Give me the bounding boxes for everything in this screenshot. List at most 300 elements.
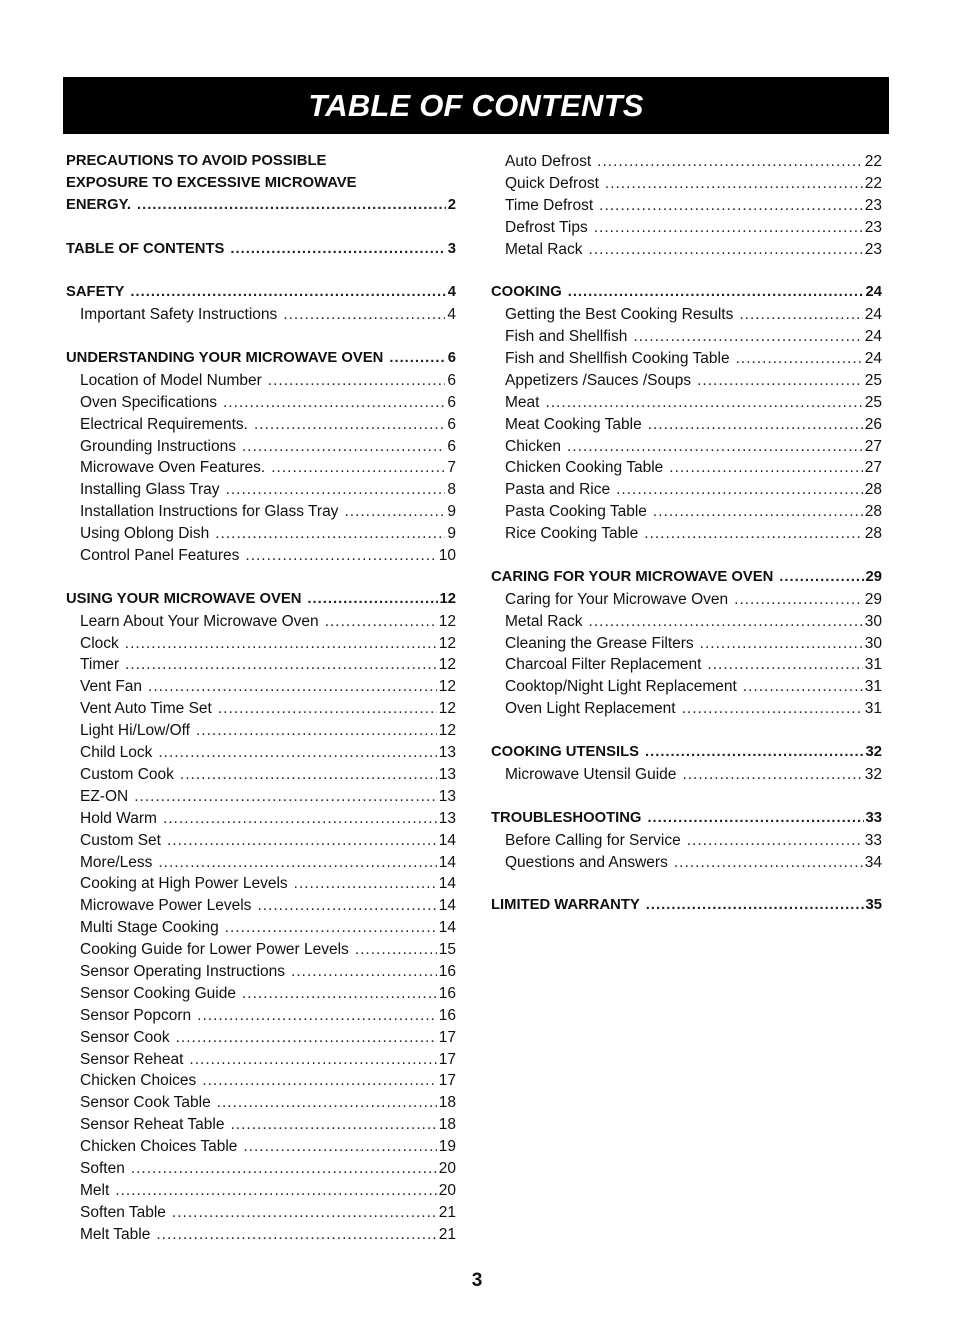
toc-subentry[interactable] xyxy=(66,479,456,501)
dot-leader xyxy=(230,239,445,261)
toc-subentry[interactable] xyxy=(66,917,456,939)
entry-page: 33 xyxy=(864,831,882,849)
toc-subentry[interactable] xyxy=(66,654,456,676)
dot-leader xyxy=(344,501,445,523)
entry-page: 22 xyxy=(864,174,882,192)
toc-subentry[interactable] xyxy=(66,1114,456,1136)
entry-label: Chicken Choices xyxy=(80,1072,197,1090)
entry-page: 6 xyxy=(447,437,456,455)
defrost-subentries xyxy=(491,151,882,260)
dot-leader xyxy=(291,961,437,983)
toc-subentry[interactable] xyxy=(491,611,882,633)
entry-label: LIMITED WARRANTY xyxy=(491,897,640,914)
dot-leader xyxy=(707,654,862,676)
toc-entry-caring[interactable] xyxy=(491,567,882,589)
entry-label: Grounding Instructions xyxy=(80,437,236,455)
dot-leader xyxy=(172,1202,437,1224)
entry-page: 12 xyxy=(438,634,456,652)
entry-page: 32 xyxy=(865,744,882,761)
toc-subentry[interactable] xyxy=(66,786,456,808)
dot-leader xyxy=(743,676,863,698)
entry-page: 13 xyxy=(438,787,456,805)
dot-leader xyxy=(257,895,436,917)
toc-entry-safety[interactable] xyxy=(66,282,456,304)
dot-leader xyxy=(687,830,863,852)
entry-label: Microwave Utensil Guide xyxy=(505,765,677,783)
entry-label: Before Calling for Service xyxy=(505,831,681,849)
toc-subentry[interactable] xyxy=(491,457,882,479)
page-title: TABLE OF CONTENTS xyxy=(308,88,644,123)
entry-label: Sensor Reheat Table xyxy=(80,1116,225,1134)
entry-page: 10 xyxy=(438,547,456,565)
entry-page: 6 xyxy=(447,371,456,389)
entry-label: Sensor Cook Table xyxy=(80,1094,211,1112)
entry-page: 24 xyxy=(864,328,882,346)
entry-page: 30 xyxy=(864,612,882,630)
toc-subentry[interactable] xyxy=(66,961,456,983)
entry-page: 28 xyxy=(864,481,882,499)
entry-page: 14 xyxy=(438,831,456,849)
entry-label: Pasta and Rice xyxy=(505,481,611,499)
dot-leader xyxy=(148,676,437,698)
entry-label: Installing Glass Tray xyxy=(80,481,220,499)
entry-page: 26 xyxy=(864,415,882,433)
entry-label: Defrost Tips xyxy=(505,218,588,236)
entry-page: 23 xyxy=(864,196,882,214)
entry-page: 29 xyxy=(864,590,882,608)
dot-leader xyxy=(669,457,862,479)
toc-subentry[interactable] xyxy=(491,764,882,786)
dot-leader xyxy=(779,567,863,589)
toc-subentry[interactable] xyxy=(491,370,882,392)
entry-page: 27 xyxy=(864,437,882,455)
toc-subentry[interactable] xyxy=(66,808,456,830)
toc-subentry[interactable] xyxy=(66,1224,456,1246)
dot-leader xyxy=(294,873,437,895)
entry-page: 32 xyxy=(864,765,882,783)
entry-page: 9 xyxy=(447,525,456,543)
entry-page: 22 xyxy=(864,153,882,170)
entry-label: Rice Cooking Table xyxy=(505,525,639,543)
dot-leader xyxy=(734,589,863,611)
toc-subentry[interactable] xyxy=(491,173,882,195)
entry-page: 6 xyxy=(447,350,456,367)
entry-label: Clock xyxy=(80,634,119,652)
dot-leader xyxy=(389,348,445,370)
toc-subentry[interactable] xyxy=(491,676,882,698)
toc-subentry[interactable] xyxy=(491,195,882,217)
entry-page: 17 xyxy=(438,1028,456,1046)
entry-label: Multi Stage Cooking xyxy=(80,919,219,937)
toc-entry-warranty[interactable] xyxy=(491,895,882,917)
dot-leader xyxy=(226,479,446,501)
entry-page: 18 xyxy=(438,1116,456,1134)
entry-label: Getting the Best Cooking Results xyxy=(505,306,734,324)
dot-leader xyxy=(131,1158,437,1180)
toc-subentry[interactable] xyxy=(491,501,882,523)
entry-label: Sensor Cook xyxy=(80,1028,170,1046)
toc-subentry[interactable] xyxy=(491,304,882,326)
toc-entry-precautions[interactable] xyxy=(66,195,456,217)
entry-label: Sensor Popcorn xyxy=(80,1006,192,1024)
entry-label: Sensor Reheat xyxy=(80,1050,184,1068)
entry-page: 9 xyxy=(447,503,456,521)
entry-page: 15 xyxy=(438,941,456,959)
entry-label: EZ-ON xyxy=(80,787,129,805)
toc-subentry[interactable] xyxy=(66,852,456,874)
dot-leader xyxy=(215,523,445,545)
toc-subentry[interactable] xyxy=(491,523,882,545)
toc-subentry[interactable] xyxy=(66,633,456,655)
dot-leader xyxy=(594,217,863,239)
dot-leader xyxy=(567,436,863,458)
dot-leader xyxy=(682,764,862,786)
entry-page: 13 xyxy=(438,765,456,783)
entry-page: 17 xyxy=(438,1050,456,1068)
entry-page: 6 xyxy=(447,393,456,411)
dot-leader xyxy=(633,326,862,348)
entry-page: 31 xyxy=(864,656,882,674)
entry-page: 24 xyxy=(864,306,882,324)
entry-page: 3 xyxy=(447,240,456,257)
toc-subentry[interactable] xyxy=(66,742,456,764)
toc-subentry[interactable] xyxy=(66,698,456,720)
toc-subentry[interactable] xyxy=(491,326,882,348)
entry-label: Custom Cook xyxy=(80,765,174,783)
toc-subentry[interactable] xyxy=(66,1070,456,1092)
toc-subentry[interactable] xyxy=(491,830,882,852)
entry-label: Cooking at High Power Levels xyxy=(80,875,288,893)
toc-entry-table-of-contents[interactable] xyxy=(66,239,456,261)
toc-subentry[interactable] xyxy=(491,479,882,501)
cooking-subentries xyxy=(491,304,882,545)
entry-page: 27 xyxy=(864,459,882,477)
toc-subentry[interactable] xyxy=(491,392,882,414)
entry-label: Learn About Your Microwave Oven xyxy=(80,612,319,630)
toc-subentry[interactable] xyxy=(66,1092,456,1114)
toc-subentry[interactable] xyxy=(491,436,882,458)
toc-entry-troubleshooting[interactable] xyxy=(491,808,882,830)
dot-leader xyxy=(599,195,863,217)
title-banner xyxy=(63,77,889,134)
dot-leader xyxy=(653,501,863,523)
entry-page: 4 xyxy=(447,306,456,324)
entry-page: 23 xyxy=(864,240,882,258)
entry-label: Oven Light Replacement xyxy=(505,700,676,718)
toc-entry-cooking[interactable] xyxy=(491,282,882,304)
dot-leader xyxy=(325,611,437,633)
entry-label: Questions and Answers xyxy=(505,853,668,871)
entry-label: Cooking Guide for Lower Power Levels xyxy=(80,941,349,959)
entry-page: 14 xyxy=(438,897,456,915)
entry-label: Soften xyxy=(80,1159,125,1177)
toc-subentry[interactable] xyxy=(491,217,882,239)
entry-page: 16 xyxy=(438,1006,456,1024)
toc-subentry[interactable] xyxy=(66,873,456,895)
entry-label: CARING FOR YOUR MICROWAVE OVEN xyxy=(491,568,774,585)
toc-right-column xyxy=(491,151,882,917)
toc-subentry[interactable] xyxy=(66,545,456,567)
dot-leader xyxy=(568,282,864,304)
entry-label: COOKING xyxy=(491,284,562,301)
entry-page: 20 xyxy=(438,1159,456,1177)
entry-page: 7 xyxy=(447,459,456,477)
entry-page: 12 xyxy=(438,656,456,674)
entry-page: 16 xyxy=(438,984,456,1002)
toc-subentry[interactable] xyxy=(66,523,456,545)
understanding-subentries xyxy=(66,370,456,567)
dot-leader xyxy=(597,151,863,173)
entry-label: Soften Table xyxy=(80,1203,166,1221)
entry-label: TABLE OF CONTENTS xyxy=(66,240,225,257)
dot-leader xyxy=(682,698,863,720)
entry-label: Fish and Shellfish Cooking Table xyxy=(505,350,730,368)
entry-label: Important Safety Instructions xyxy=(80,306,278,324)
entry-label: Chicken Cooking Table xyxy=(505,459,664,477)
dot-leader xyxy=(605,173,863,195)
dot-leader xyxy=(674,852,863,874)
entry-page: 21 xyxy=(438,1203,456,1221)
toc-subentry[interactable] xyxy=(491,151,882,173)
entry-page: 13 xyxy=(438,744,456,762)
entry-page: 17 xyxy=(438,1072,456,1090)
entry-label: Quick Defrost xyxy=(505,174,599,192)
entry-label: Installation Instructions for Glass Tray xyxy=(80,503,339,521)
entry-page: 21 xyxy=(438,1225,456,1243)
entry-label: Cooktop/Night Light Replacement xyxy=(505,678,737,696)
dot-leader xyxy=(648,414,863,436)
toc-subentry[interactable] xyxy=(491,698,882,720)
entry-label: Custom Set xyxy=(80,831,161,849)
toc-subentry[interactable] xyxy=(66,1005,456,1027)
entry-label: Cleaning the Grease Filters xyxy=(505,634,694,652)
dot-leader xyxy=(230,1114,436,1136)
entry-page: 8 xyxy=(447,481,456,499)
entry-page: 14 xyxy=(438,919,456,937)
dot-leader xyxy=(137,195,446,217)
entry-label: Auto Defrost xyxy=(505,153,592,170)
dot-leader xyxy=(616,479,863,501)
entry-page: 25 xyxy=(864,371,882,389)
dot-leader xyxy=(218,698,437,720)
entry-label: Oven Specifications xyxy=(80,393,217,411)
entry-label: Location of Model Number xyxy=(80,371,262,389)
entry-label: Caring for Your Microwave Oven xyxy=(505,590,729,608)
toc-subentry[interactable] xyxy=(491,633,882,655)
dot-leader xyxy=(158,742,436,764)
toc-subentry[interactable] xyxy=(66,895,456,917)
dot-leader xyxy=(189,1049,436,1071)
toc-subentry[interactable] xyxy=(66,436,456,458)
dot-leader xyxy=(180,764,437,786)
toc-subentry[interactable] xyxy=(491,589,882,611)
entry-page: 16 xyxy=(438,962,456,980)
entry-label: COOKING UTENSILS xyxy=(491,744,639,761)
entry-page: 12 xyxy=(439,590,456,607)
dot-leader xyxy=(167,830,437,852)
entry-page: 12 xyxy=(438,700,456,718)
precautions-heading-line: PRECAUTIONS TO AVOID POSSIBLE xyxy=(66,153,327,169)
toc-subentry[interactable] xyxy=(66,1027,456,1049)
dot-leader xyxy=(217,1092,437,1114)
toc-subentry[interactable] xyxy=(66,457,456,479)
toc-subentry[interactable] xyxy=(491,414,882,436)
dot-leader xyxy=(271,457,445,479)
dot-leader xyxy=(115,1180,436,1202)
entry-label: More/Less xyxy=(80,853,153,871)
toc-subentry[interactable] xyxy=(66,720,456,742)
toc-entry-understanding[interactable] xyxy=(66,348,456,370)
dot-leader xyxy=(125,654,437,676)
entry-page: 35 xyxy=(865,897,882,914)
dot-leader xyxy=(644,523,862,545)
toc-subentry[interactable] xyxy=(66,414,456,436)
entry-page: 24 xyxy=(864,350,882,368)
entry-label: Melt Table xyxy=(80,1225,151,1243)
dot-leader xyxy=(254,414,445,436)
toc-subentry[interactable] xyxy=(491,852,882,874)
entry-page: 2 xyxy=(447,196,456,213)
dot-leader xyxy=(736,348,863,370)
dot-leader xyxy=(242,983,437,1005)
entry-page: 29 xyxy=(865,568,882,585)
dot-leader xyxy=(243,1136,436,1158)
dot-leader xyxy=(307,589,437,611)
toc-subentry[interactable] xyxy=(66,392,456,414)
utensils-subentries xyxy=(491,764,882,786)
dot-leader xyxy=(545,392,862,414)
entry-label: Chicken xyxy=(505,437,561,455)
entry-label: Metal Rack xyxy=(505,612,583,630)
entry-label: UNDERSTANDING YOUR MICROWAVE OVEN xyxy=(66,350,384,367)
entry-label: Meat xyxy=(505,393,540,411)
toc-left-column xyxy=(66,151,456,1246)
entry-page: 24 xyxy=(865,284,882,301)
toc-subentry[interactable] xyxy=(491,654,882,676)
entry-page: 14 xyxy=(438,853,456,871)
dot-leader xyxy=(176,1027,437,1049)
entry-label: Microwave Power Levels xyxy=(80,897,252,915)
entry-label: Using Oblong Dish xyxy=(80,525,210,543)
entry-label: Microwave Oven Features. xyxy=(80,459,266,477)
entry-page: 18 xyxy=(438,1094,456,1112)
dot-leader xyxy=(196,720,437,742)
entry-page: 30 xyxy=(864,634,882,652)
dot-leader xyxy=(156,1224,436,1246)
entry-page: 28 xyxy=(864,525,882,543)
toc-subentry[interactable] xyxy=(66,1158,456,1180)
toc-subentry[interactable] xyxy=(66,1180,456,1202)
dot-leader xyxy=(245,545,436,567)
entry-page: 12 xyxy=(438,678,456,696)
entry-page: 12 xyxy=(438,722,456,740)
entry-page: 31 xyxy=(864,678,882,696)
precautions-heading-line: EXPOSURE TO EXCESSIVE MICROWAVE xyxy=(66,174,357,191)
entry-page: 25 xyxy=(864,393,882,411)
dot-leader xyxy=(355,939,437,961)
entry-label: Metal Rack xyxy=(505,240,583,258)
troubleshooting-subentries xyxy=(491,830,882,874)
safety-subentries xyxy=(66,304,456,326)
dot-leader xyxy=(197,1005,437,1027)
toc-subentry[interactable] xyxy=(66,1202,456,1224)
entry-label: Time Defrost xyxy=(505,196,594,214)
toc-subentry[interactable] xyxy=(66,830,456,852)
entry-label: Pasta Cooking Table xyxy=(505,503,647,521)
toc-subentry[interactable] xyxy=(66,304,456,326)
toc-subentry[interactable] xyxy=(66,1049,456,1071)
toc-entry-using[interactable] xyxy=(66,589,456,611)
entry-label: ENERGY. xyxy=(66,196,131,213)
dot-leader xyxy=(283,304,445,326)
page-number: 3 xyxy=(471,1270,483,1291)
entry-label: USING YOUR MICROWAVE OVEN xyxy=(66,590,302,607)
toc-subentry[interactable] xyxy=(491,348,882,370)
using-subentries xyxy=(66,611,456,1246)
entry-label: Charcoal Filter Replacement xyxy=(505,656,702,674)
toc-subentry[interactable] xyxy=(66,370,456,392)
entry-page: 34 xyxy=(864,853,882,871)
entry-page: 31 xyxy=(864,700,882,718)
caring-subentries xyxy=(491,589,882,720)
entry-page: 20 xyxy=(438,1181,456,1199)
entry-label: Fish and Shellfish xyxy=(505,328,628,346)
entry-label: Vent Auto Time Set xyxy=(80,700,212,718)
dot-leader xyxy=(163,808,437,830)
toc-subentry[interactable] xyxy=(66,611,456,633)
dot-leader xyxy=(223,392,445,414)
dot-leader xyxy=(700,633,863,655)
entry-page: 23 xyxy=(864,218,882,236)
dot-leader xyxy=(739,304,862,326)
dot-leader xyxy=(202,1070,436,1092)
toc-subentry[interactable] xyxy=(66,1136,456,1158)
toc-entry-utensils[interactable] xyxy=(491,742,882,764)
entry-label: Hold Warm xyxy=(80,809,157,827)
entry-label: Melt xyxy=(80,1181,110,1199)
dot-leader xyxy=(647,808,863,830)
toc-subentry[interactable] xyxy=(66,939,456,961)
entry-label: Control Panel Features xyxy=(80,547,240,565)
dot-leader xyxy=(125,633,437,655)
entry-page: 14 xyxy=(438,875,456,893)
dot-leader xyxy=(225,917,437,939)
toc-subentry[interactable] xyxy=(66,676,456,698)
dot-leader xyxy=(158,852,436,874)
dot-leader xyxy=(134,786,437,808)
dot-leader xyxy=(645,742,864,764)
entry-page: 6 xyxy=(447,415,456,433)
dot-leader xyxy=(589,239,863,261)
entry-label: Electrical Requirements. xyxy=(80,415,248,433)
entry-label: Sensor Operating Instructions xyxy=(80,962,286,980)
entry-label: TROUBLESHOOTING xyxy=(491,809,642,826)
entry-label: Chicken Choices Table xyxy=(80,1138,238,1156)
entry-label: Child Lock xyxy=(80,744,153,762)
dot-leader xyxy=(646,895,864,917)
entry-label: Vent Fan xyxy=(80,678,143,696)
entry-label: Sensor Cooking Guide xyxy=(80,984,236,1002)
toc-subentry[interactable] xyxy=(491,239,882,261)
toc-subentry[interactable] xyxy=(66,764,456,786)
dot-leader xyxy=(589,611,863,633)
entry-label: Meat Cooking Table xyxy=(505,415,642,433)
toc-subentry[interactable] xyxy=(66,501,456,523)
entry-page: 12 xyxy=(438,612,456,630)
entry-page: 19 xyxy=(438,1138,456,1156)
toc-subentry[interactable] xyxy=(66,983,456,1005)
entry-page: 4 xyxy=(447,284,456,301)
